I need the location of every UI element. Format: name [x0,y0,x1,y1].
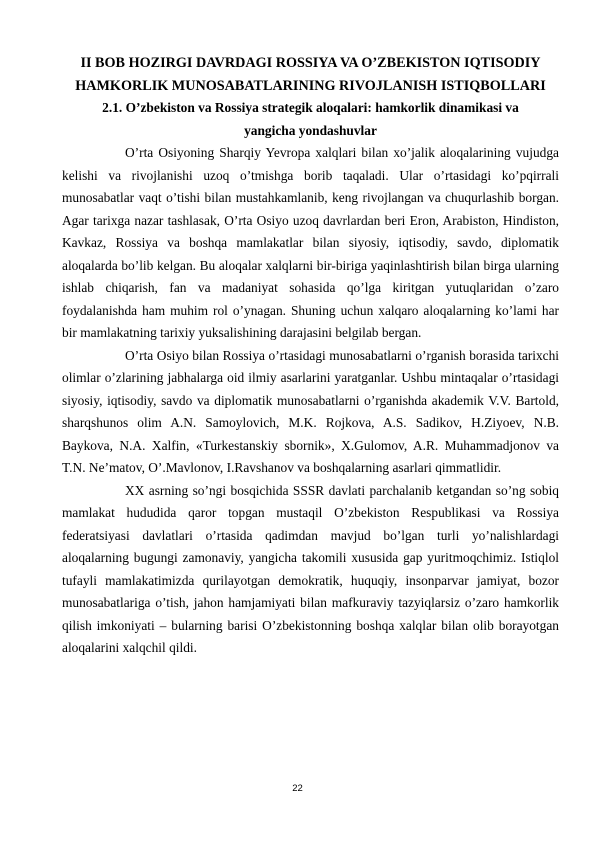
section-title-line-2: yangicha yondashuvlar [244,122,377,138]
document-page [62,52,559,660]
body-paragraph-3: XX asrning so’ngi bosqichida SSSR davlati parchalanib ketgandan so’ng sobiq mamlakat hududida qaror topgan mustaqil O’zbekiston Respublikasi va Rossiya federatsiyasi davlatlari o’rtasida qadimdan mavjud bo’lgan turli yo’nalishlardagi aloqalarning bugungi zamonaviy, yangicha takomili xususida gap yuritmoqchimiz. Istiqlol tufayli mamlakatimizda qurilayotgan demokratik, huquqiy, insonparvar jamiyat, bozor munosabatlariga o’tish, jahon hamjamiyati bilan mafkuraviy tazyiqlarsiz o’zaro hamkorlik qilish imkoniyati – bularning barisi O’zbekistonning boshqa xalqlar bilan olib borayotgan aloqalarini xalqchil qildi. [62,482,559,655]
chapter-title-line-2: HAMKORLIK MUNOSABATLARINING RIVOJLANISH ISTIQBOLLARI [75,77,546,94]
section-title-line-1: 2.1. O’zbekiston va Rossiya strategik aloqalari: hamkorlik dinamikasi va [102,100,519,115]
body-paragraph-2: O’rta Osiyo bilan Rossiya o’rtasidagi munosabatlarni o’rganish borasida tarixchi olimlar o’zlarining jabhalarga oid ilmiy asarlarini yaratganlar. Ushbu mintaqalar o’rtasidagi siyosiy, iqtisodiy, savdo va diplomatik munosabatlarni o’rganishda akademik V.V. Bartold, sharqshunos olim A.N. Samoylovich, M.K. Rojkova, A.S. Sadikov, H.Ziyoev, N.B. Baykova, N.A. Xalfin, «Turkestanskiy sbornik», X.Gulomov, A.R. Muhammadjonov va T.N. Ne’matov, O’.Mavlonov, I.Ravshanov va boshqalarning asarlari qimmatlidir. [62,347,559,475]
chapter-title-line-1: II BOB HOZIRGI DAVRDAGI ROSSIYA VA O’ZBEKISTON IQTISODIY [80,55,541,71]
page-number: 22 [292,783,303,794]
body-paragraph-1: O’rta Osiyoning Sharqiy Yevropa xalqlari bilan xo’jalik aloqalarining vujudga kelishi va rivojlanishi uzoq o’tmishga borib taqaladi. Ular o’rtasidagi ko’pqirrali munosabatlar vaqt o’tishi bilan mustahkamlanib, keng rivojlangan va chuqurlashib borgan. Agar tarixga nazar tashlasak, O’rta Osiyo uzoq davrlardan beri Eron, Arabiston, Hindiston, Kavkaz, Rossiya va boshqa mamlakatlar bilan siyosiy, iqtisodiy, savdo, diplomatik aloqalarda bo’lib kelgan. Bu aloqalar xalqlarni bir-biriga yaqinlashtirish bilan birga ularning ishlab chiqarish, fan va madaniyat sohasida qo’lga kiritgan yutuqlaridan o’zaro foydalanishda ham muhim rol o’ynagan. Shuning uchun xalqaro aloqalarning ko’lami har bir mamlakatning tarixiy yuksalishining darajasini belgilab bergan. [62,145,559,340]
